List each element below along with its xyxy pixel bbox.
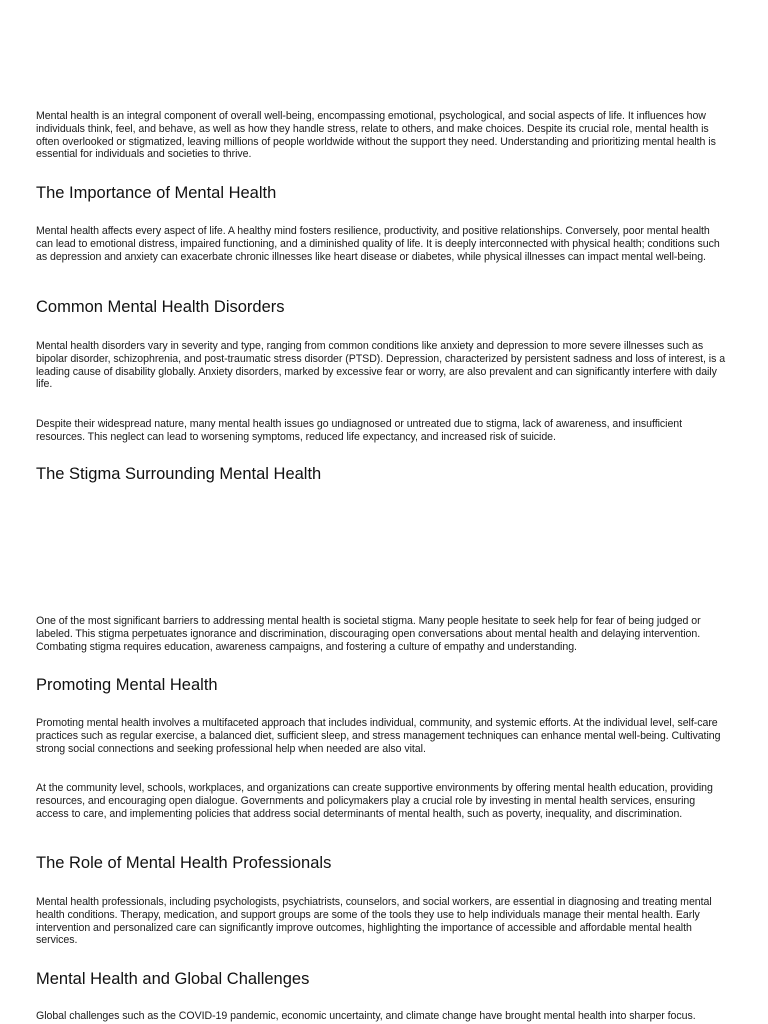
heading-stigma: The Stigma Surrounding Mental Health [36,465,322,483]
heading-disorders: Common Mental Health Disorders [36,298,285,316]
disorders-paragraph-2: Despite their widespread nature, many mental health issues go undiagnosed or untreated due to stigma, lack of awareness, and insufficient resources. This neglect can lead to worsening symptoms, reduced life expectancy, and increased risk of suicide. [36,418,683,443]
heading-importance: The Importance of Mental Health [36,184,277,202]
heading-promoting: Promoting Mental Health [36,676,218,694]
promoting-paragraph-1: Promoting mental health involves a multifaceted approach that includes individual, community, and systemic efforts. At the individual level, self-care practices such as regular exercise, a balanced diet, sufficient sleep, and stress management techniques can enhance mental well-being. Cultivating strong social connections and seeking professional help when needed are also vital. [36,717,721,755]
intro-paragraph: Mental health is an integral component of overall well-being, encompassing emotional, psychological, and social aspects of life. It influences how individuals think, feel, and behave, as well as how they handle stress, relate to others, and make choices. Despite its crucial role, mental health is often overlooked or stigmatized, leaving millions of people worldwide without the support they need. Understanding and prioritizing mental health is essential for individuals and societies to thrive. [36,110,716,161]
professionals-paragraph: Mental health professionals, including psychologists, psychiatrists, counselors, and social workers, are essential in diagnosing and treating mental health conditions. Therapy, medication, and support groups are some of the tools they use to help individuals manage their mental health. Early intervention and personalized care can significantly improve outcomes, highlighting the importance of accessible and affordable mental health services. [36,896,712,947]
heading-global: Mental Health and Global Challenges [36,970,310,988]
disorders-paragraph-1: Mental health disorders vary in severity and type, ranging from common conditions like anxiety and depression to more severe illnesses such as bipolar disorder, schizophrenia, and post-traumatic stress disorder (PTSD). Depression, characterized by persistent sadness and loss of interest, is a leading cause of disability globally. Anxiety disorders, marked by excessive fear or worry, are also prevalent and can significantly interfere with daily life. [36,340,726,391]
global-paragraph: Global challenges such as the COVID-19 pandemic, economic uncertainty, and climate change have brought mental health into sharper focus. [36,1010,696,1022]
promoting-paragraph-2: At the community level, schools, workplaces, and organizations can create supportive environments by offering mental health education, providing resources, and encouraging open dialogue. Governments and policymakers play a crucial role by investing in mental health services, ensuring access to care, and implementing policies that address social determinants of mental health, such as poverty, inequality, and discrimination. [36,782,713,820]
stigma-paragraph: One of the most significant barriers to addressing mental health is societal stigma. Many people hesitate to seek help for fear of being judged or labeled. This stigma perpetuates ignorance and discrimination, discouraging open conversations about mental health and delaying intervention. Combating stigma requires education, awareness campaigns, and fostering a culture of empathy and understanding. [36,615,701,653]
heading-professionals: The Role of Mental Health Professionals [36,854,332,872]
importance-paragraph: Mental health affects every aspect of life. A healthy mind fosters resilience, productivity, and positive relationships. Conversely, poor mental health can lead to emotional distress, impaired functioning, and a diminished quality of life. It is deeply interconnected with physical health; conditions such as depression and anxiety can exacerbate chronic illnesses like heart disease or diabetes, while physical illnesses can impact mental well-being. [36,225,720,263]
